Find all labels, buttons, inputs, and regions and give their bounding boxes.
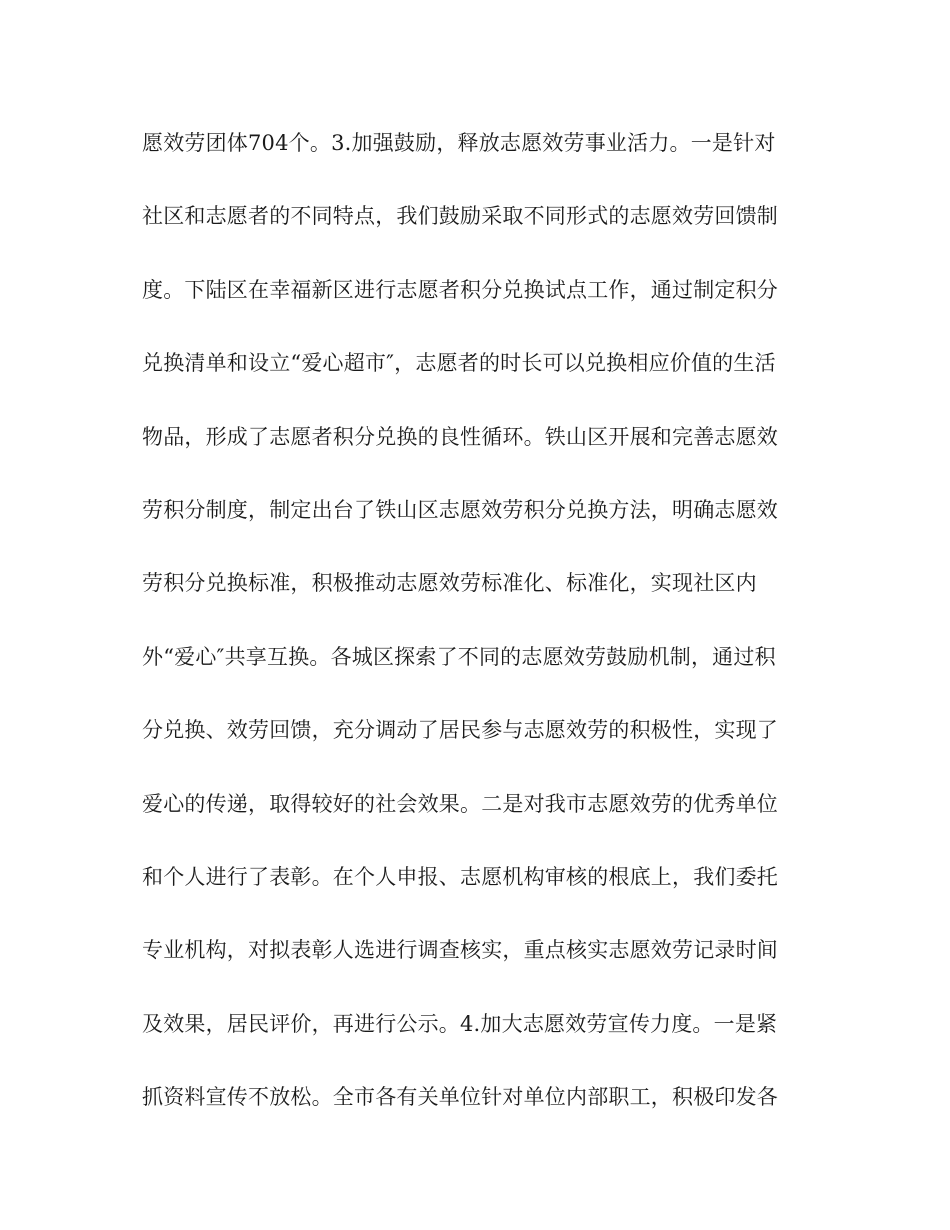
- body-text: [142, 125, 822, 1152]
- text-line: 社区和志愿者的不同特点，我们鼓励采取不同形式的志愿效劳回馈制: [142, 204, 778, 229]
- text-line: 劳积分制度，制定出台了铁山区志愿效劳积分兑换方法，明确志愿效: [142, 497, 778, 522]
- text-line: 劳积分兑换标准，积极推动志愿效劳标准化、标准化，实现社区内: [142, 571, 757, 596]
- text-line: 外“爱心″共享互换。各城区探索了不同的志愿效劳鼓励机制，通过积: [142, 644, 776, 669]
- text-line: 爱心的传递，取得较好的社会效果。二是对我市志愿效劳的优秀单位: [142, 791, 778, 816]
- text-line: 专业机构，对拟表彰人选进行调查核实，重点核实志愿效劳记录时间: [142, 938, 778, 963]
- text-line: 愿效劳团体704个。3.加强鼓励，释放志愿效劳事业活力。一是针对: [142, 131, 776, 155]
- text-line: 和个人进行了表彰。在个人申报、志愿机构审核的根底上，我们委托: [142, 864, 778, 889]
- text-line: 兑换清单和设立“爱心超市″，志愿者的时长可以兑换相应价值的生活: [142, 351, 776, 376]
- text-line: 度。下陆区在幸福新区进行志愿者积分兑换试点工作，通过制定积分: [142, 277, 778, 302]
- text-line: 抓资料宣传不放松。全市各有关单位针对单位内部职工，积极印发各: [142, 1085, 778, 1110]
- text-line: 及效果，居民评价，再进行公示。4.加大志愿效劳宣传力度。一是紧: [142, 1011, 778, 1036]
- text-line: 分兑换、效劳回馈，充分调动了居民参与志愿效劳的积极性，实现了: [142, 718, 778, 743]
- text-line: 物品，形成了志愿者积分兑换的良性循环。铁山区开展和完善志愿效: [142, 424, 778, 449]
